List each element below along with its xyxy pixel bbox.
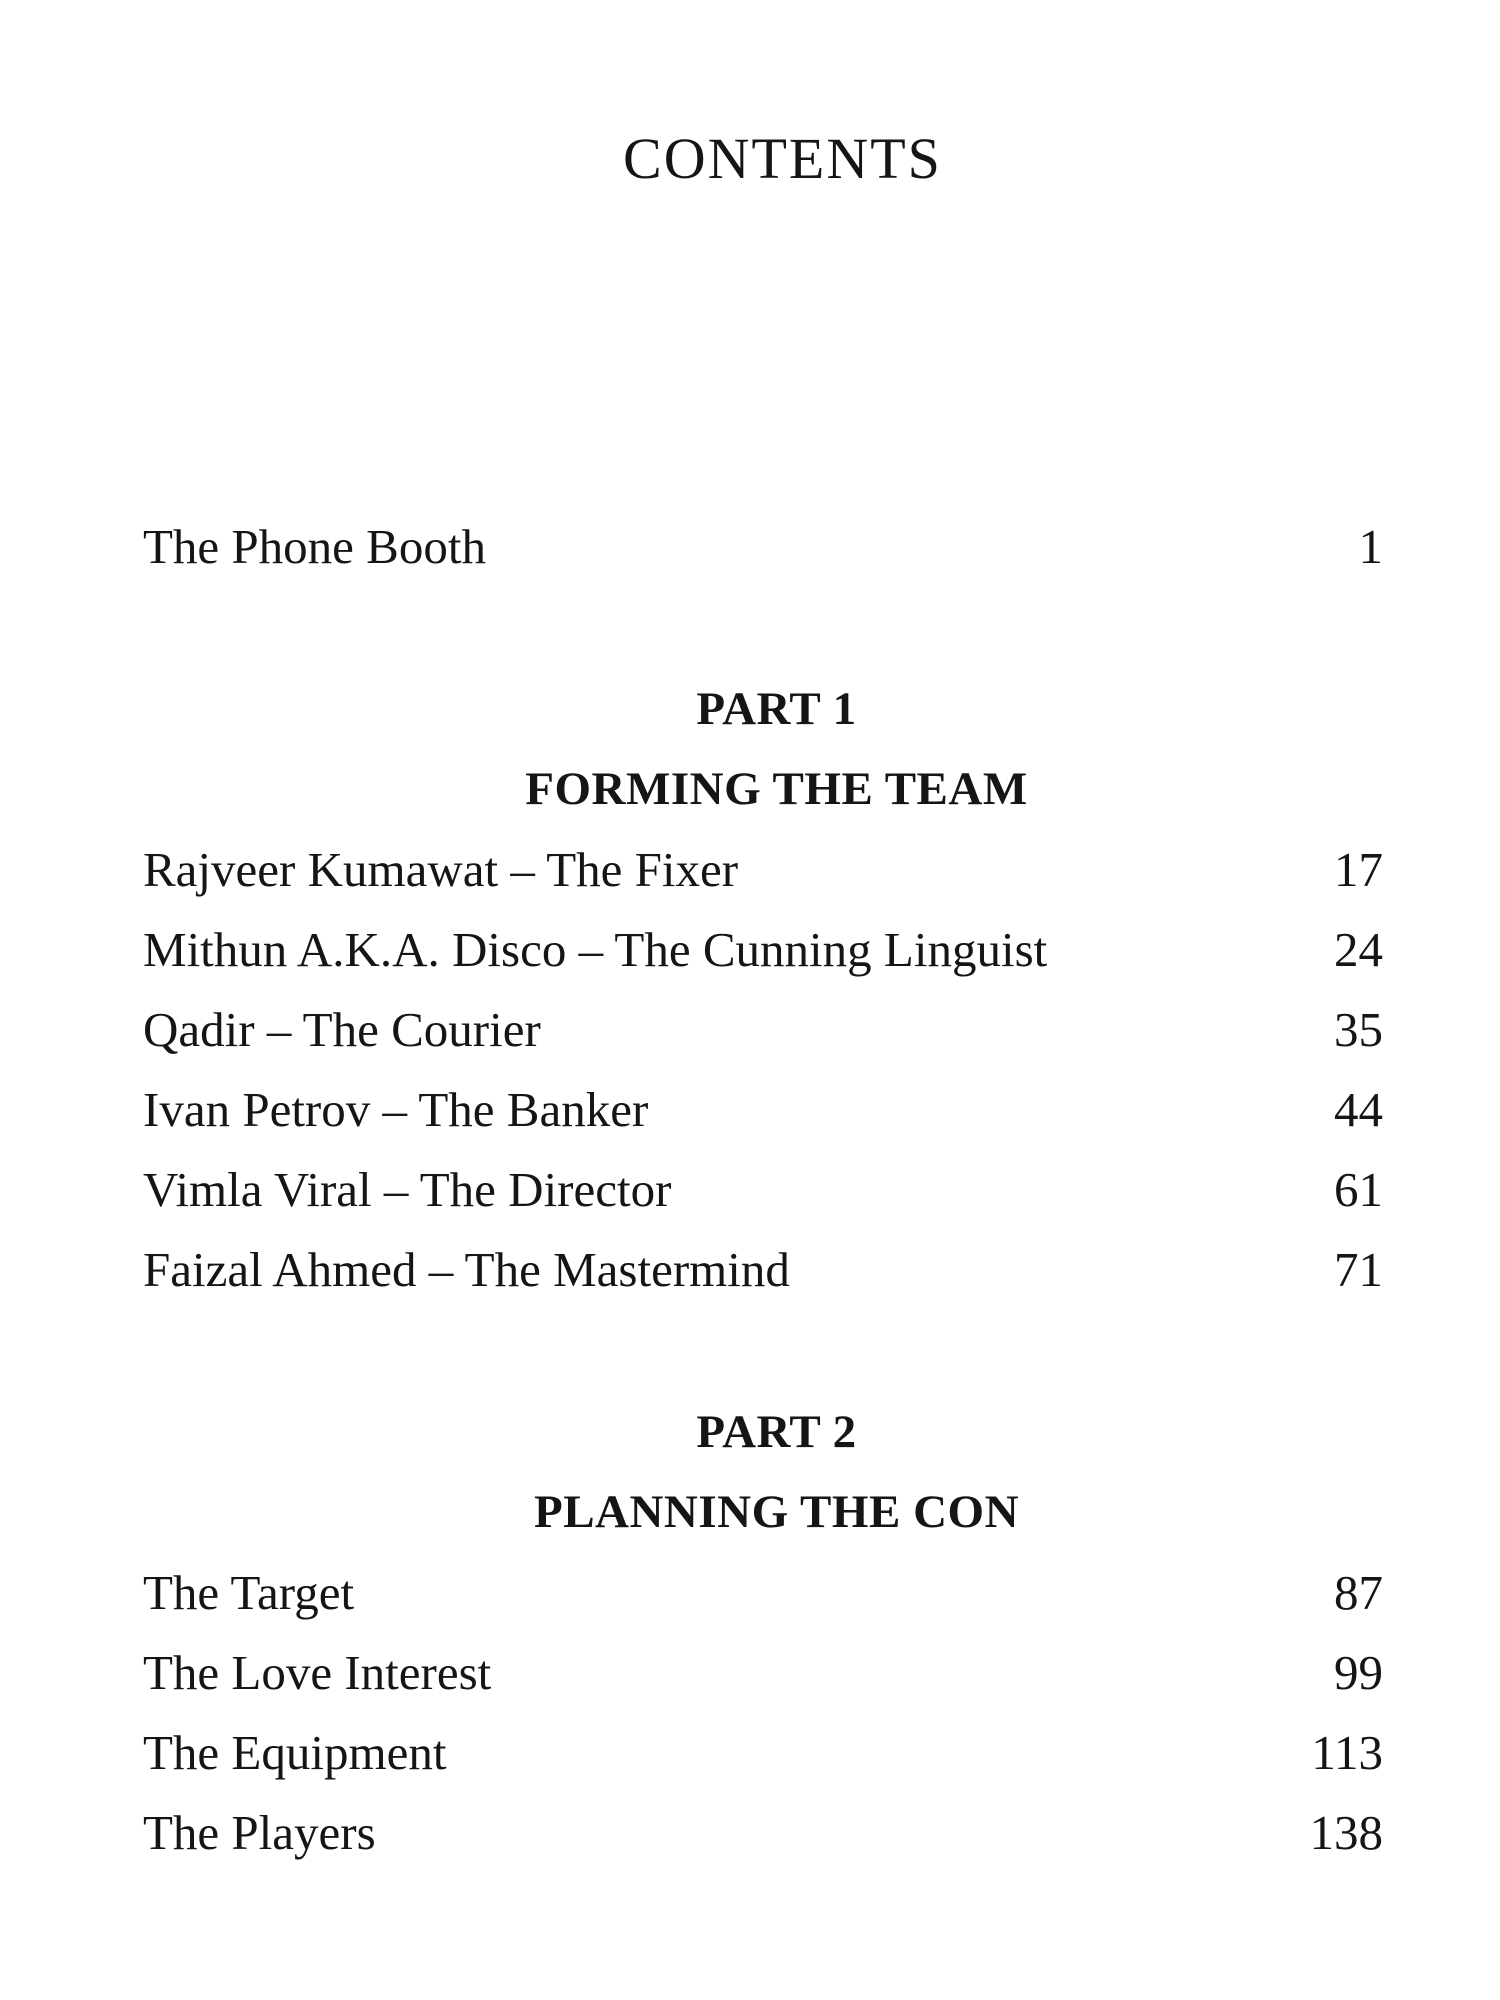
toc-entry[interactable] [143, 1002, 1383, 1057]
toc-entry-page: 35 [1334, 1002, 1383, 1057]
toc-entry-title: Rajveer Kumawat – The Fixer [143, 842, 739, 897]
toc-entry-prologue[interactable] [143, 519, 1383, 574]
page-title: CONTENTS [623, 126, 942, 191]
toc-entry-page: 1 [1358, 519, 1383, 574]
toc-entry-title: The Phone Booth [143, 519, 486, 574]
toc-entry-title: Vimla Viral – The Director [143, 1162, 672, 1217]
toc-entry[interactable] [143, 1805, 1383, 1860]
toc-entry-title: The Target [143, 1565, 355, 1620]
toc-entry-page: 99 [1334, 1645, 1383, 1700]
part-1-label: PART 1 [696, 683, 857, 735]
toc-entry-title: Mithun A.K.A. Disco – The Cunning Linguist [143, 922, 1048, 977]
toc-entry-title: The Players [143, 1805, 376, 1860]
toc-entry-page: 71 [1334, 1242, 1383, 1297]
toc-entry-page: 24 [1334, 922, 1383, 977]
toc-entry[interactable] [143, 1162, 1383, 1217]
toc-entry-page: 17 [1334, 842, 1383, 897]
toc-entry-page: 44 [1334, 1082, 1383, 1137]
toc-entry-page: 87 [1334, 1565, 1383, 1620]
toc-entry-title: The Love Interest [143, 1645, 492, 1700]
part-2-heading: PLANNING THE CON [533, 1486, 1020, 1538]
part-1-heading: FORMING THE TEAM [525, 763, 1028, 815]
toc-entry[interactable] [143, 842, 1383, 897]
toc-entry[interactable] [143, 1565, 1383, 1620]
toc-entry[interactable] [143, 1242, 1383, 1297]
toc-entry-title: Qadir – The Courier [143, 1002, 541, 1057]
toc-entry-title: Ivan Petrov – The Banker [143, 1082, 649, 1137]
toc-entry[interactable] [143, 1645, 1383, 1700]
toc-entry-title: The Equipment [143, 1725, 447, 1780]
toc-entry[interactable] [143, 922, 1383, 977]
toc-entry-page: 138 [1309, 1805, 1383, 1860]
toc-entry-page: 61 [1334, 1162, 1383, 1217]
toc-entry-page: 113 [1311, 1725, 1383, 1780]
toc-entry-title: Faizal Ahmed – The Mastermind [143, 1242, 790, 1297]
toc-entry[interactable] [143, 1082, 1383, 1137]
part-2-label: PART 2 [696, 1406, 857, 1458]
toc-entry[interactable] [143, 1725, 1383, 1780]
